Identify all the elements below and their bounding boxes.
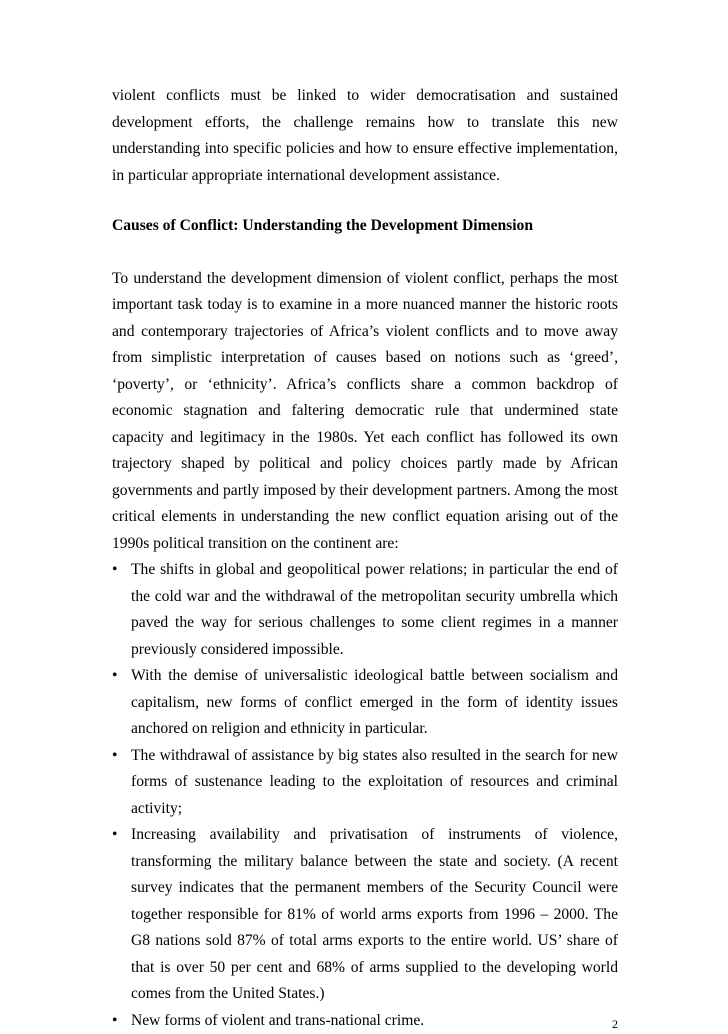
intro-paragraph: violent conflicts must be linked to wider democratisation and sustained development efforts, the challenge remains how to translate this new understanding into specific policies and how to ensure effective implementation, in particular appropriate international development assistance. xyxy=(112,83,618,189)
body-paragraph: To understand the development dimension of violent conflict, perhaps the most important task today is to examine in a more nuanced manner the historic roots and contemporary trajectories of Africa’s violent conflicts and to move away from simplistic interpretation of causes based on notions such as ‘greed’, ‘poverty’, or ‘ethnicity’. Africa’s conflicts share a common backdrop of economic stagnation and faltering democratic rule that undermined state capacity and legitimacy in the 1980s. Yet each conflict has followed its own trajectory shaped by political and policy choices partly made by African governments and partly imposed by their development partners. Among the most critical elements in understanding the new conflict equation arising out of the 1990s political transition on the continent are: xyxy=(112,266,618,558)
bullet-list xyxy=(112,557,618,1034)
bullet-text: The withdrawal of assistance by big states also resulted in the search for new forms of sustenance leading to the exploitation of resources and criminal activity; xyxy=(131,747,618,817)
page-number: 2 xyxy=(612,1017,618,1031)
bullet-item xyxy=(112,663,618,743)
bullet-item xyxy=(112,557,618,663)
bullet-icon: • xyxy=(112,822,126,849)
section-heading: Causes of Conflict: Understanding the Development Dimension xyxy=(112,213,618,240)
bullet-text: Increasing availability and privatisation of instruments of violence, transforming the military balance between the state and society. (A recent survey indicates that the permanent members of the Security Council were together responsible for 81% of world arms exports from 1996 – 2000. The G8 nations sold 87% of total arms exports to the entire world. US’ share of that is over 50 per cent and 68% of arms supplied to the developing world comes from the United States.) xyxy=(131,826,618,1002)
document-page xyxy=(112,83,618,1034)
bullet-text: New forms of violent and trans-national crime. xyxy=(131,1012,424,1029)
bullet-item xyxy=(112,743,618,823)
bullet-icon: • xyxy=(112,1008,126,1034)
bullet-icon: • xyxy=(112,663,126,690)
bullet-text: The shifts in global and geopolitical power relations; in particular the end of the cold war and the withdrawal of the metropolitan security umbrella which paved the way for serious challenges to some client regimes in a manner previously considered impossible. xyxy=(131,561,618,658)
bullet-icon: • xyxy=(112,557,126,584)
bullet-icon: • xyxy=(112,743,126,770)
bullet-item xyxy=(112,822,618,1008)
bullet-item xyxy=(112,1008,618,1034)
bullet-text: With the demise of universalistic ideological battle between socialism and capitalism, new forms of conflict emerged in the form of identity issues anchored on religion and ethnicity in particular. xyxy=(131,667,618,737)
